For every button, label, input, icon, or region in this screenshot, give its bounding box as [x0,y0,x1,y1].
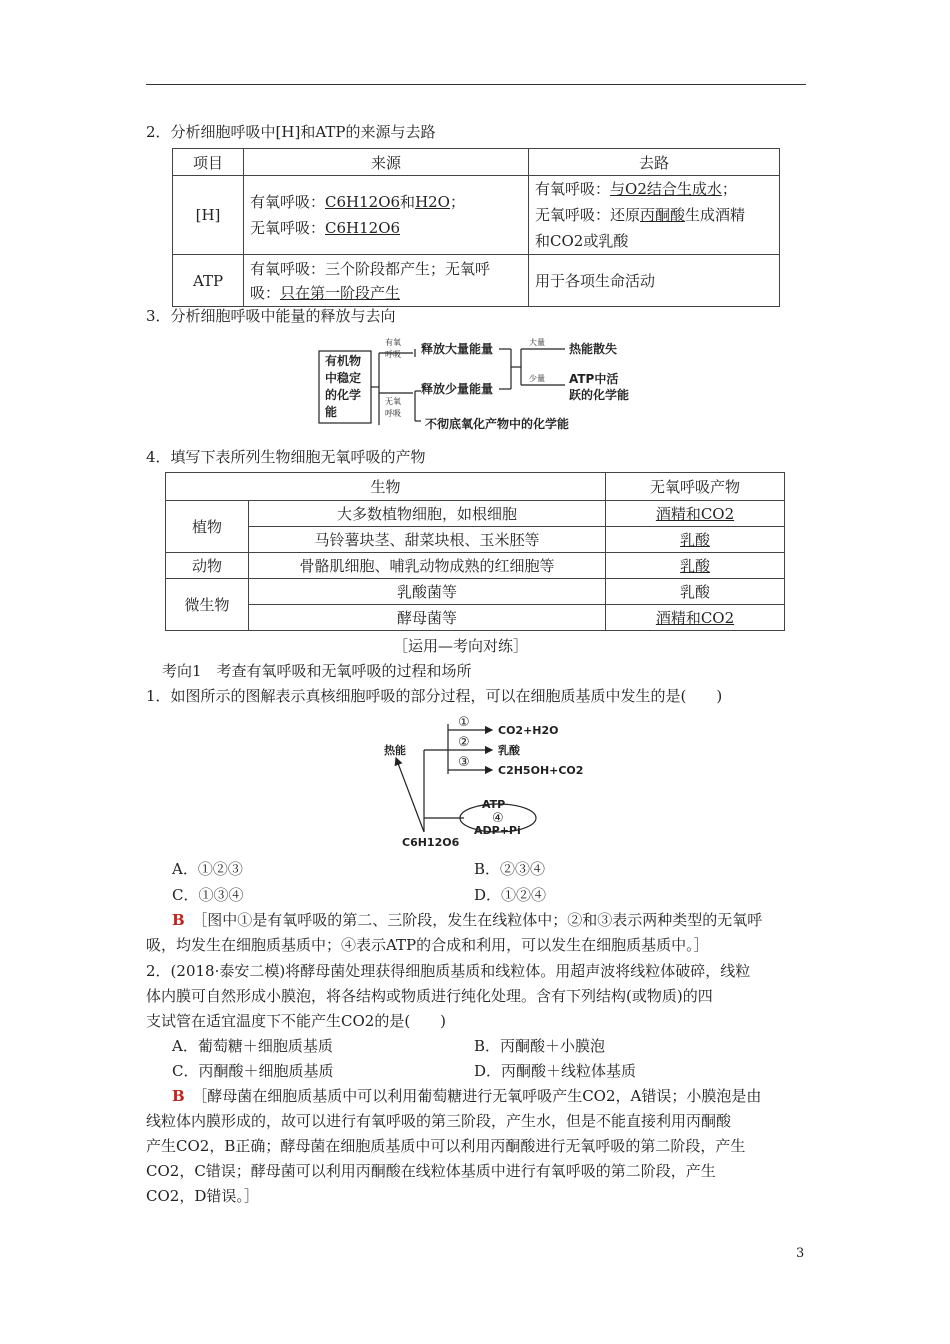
header-item: 项目 [173,149,244,176]
product-cell: 酒精和CO2 [606,501,785,527]
q2-answer: B [172,1087,185,1105]
step-3: ③ [458,755,470,770]
q1-explanation-line-2: 吸，均发生在细胞质基质中；④表示ATP的合成和利用，可以发生在细胞质基质中。］ [146,936,709,954]
q1-option-a: A．①②③ [172,860,243,878]
product-cell: 乳酸 [606,553,785,579]
row-atp-destination: 用于各项生命活动 [529,255,780,307]
q1-option-c: C．①③④ [172,886,244,904]
atp-energy-1: ATP中活 [569,372,619,386]
row-h-source: 有氧呼吸：C6H12O6和H2O； 无氧呼吸：C6H12O6 [244,176,529,255]
organism-cell: 马铃薯块茎、甜菜块根、玉米胚等 [249,527,606,553]
group-microbe: 微生物 [166,579,249,631]
q2-explanation-line-1: B ［酵母菌在细胞质基质中可以利用葡萄糖进行无氧呼吸产生CO2，A错误；小膜泡是由 [172,1087,762,1105]
product-1: CO2+H2O [498,724,559,737]
aerobic-1: 有氧 [385,338,401,347]
row-atp-item: ATP [173,255,244,307]
header-rule [146,84,806,85]
heat-loss: 热能散失 [569,342,618,356]
q2-stem-1: 2．(2018·泰安二模)将酵母菌处理获得细胞质基质和线粒体。用超声波将线粒体破碎，线粒 [146,962,751,980]
q2-explanation-line-2: 线粒体内膜形成的，故可以进行有氧呼吸的第三阶段，产生水，但是不能直接利用丙酮酸 [146,1112,732,1130]
product-3: C2H5OH+CO2 [498,764,584,777]
step-2: ② [458,735,470,750]
page-number: 3 [796,1246,805,1261]
q2-explanation-line-4: CO2，C错误；酵母菌可以利用丙酮酸在线粒体基质中进行有氧呼吸的第二阶段，产生 [146,1162,716,1180]
q2-explanation-line-5: CO2，D错误。］ [146,1187,259,1205]
incomplete-oxidation: 不彻底氧化产物中的化学能 [425,417,570,431]
much-label: 大量 [529,338,545,347]
q1-option-d: D．①②④ [474,886,547,904]
energy-flow-diagram [315,333,645,438]
anaerobic-products-table [165,472,785,631]
q2-option-c: C．丙酮酸＋细胞质基质 [172,1062,334,1080]
heat-label: 热能 [384,744,406,757]
row-h-destination: 有氧呼吸：与O2结合生成水； 无氧呼吸：还原丙酮酸生成酒精 和CO2或乳酸 [529,176,780,255]
glucose-label: C6H12O6 [402,836,460,849]
little-label: 少量 [529,374,545,383]
organism-cell: 乳酸菌等 [249,579,606,605]
header-destination: 去路 [529,149,780,176]
direction-1: 考向1 考查有氧呼吸和无氧呼吸的过程和场所 [162,662,472,680]
q1-option-b: B．②③④ [474,860,546,878]
box-line-3: 的化学 [325,388,362,402]
q1-explanation-line-1: B ［图中①是有氧呼吸的第二、三阶段，发生在线粒体中；②和③表示两种类型的无氧呼 [172,911,763,929]
atp-label: ATP [482,798,506,811]
section-4-title: 4．填写下表所列生物细胞无氧呼吸的产物 [146,448,426,466]
organism-cell: 酵母菌等 [249,605,606,631]
q2-explanation-line-3: 产生CO2，B正确；酵母菌在细胞质基质中可以利用丙酮酸进行无氧呼吸的第二阶段，产生 [146,1137,746,1155]
respiration-diagram [380,712,610,852]
row-atp-source: 有氧呼吸：三个阶段都产生；无氧呼 吸：只在第一阶段产生 [244,255,529,307]
q2-stem-3: 支试管在适宜温度下不能产生CO2的是( ) [146,1012,447,1030]
release-small: 释放少量能量 [421,382,494,396]
section-3-title: 3．分析细胞呼吸中能量的释放与去向 [146,307,396,325]
product-cell: 乳酸 [606,579,785,605]
atp-energy-2: 跃的化学能 [569,388,630,402]
box-line-4: 能 [325,405,338,419]
product-cell: 乳酸 [606,527,785,553]
header-source: 来源 [244,149,529,176]
anaerobic-2: 呼吸 [385,409,401,418]
organism-cell: 骨骼肌细胞、哺乳动物成熟的红细胞等 [249,553,606,579]
practice-heading: ［运用—考向对练］ [393,637,529,655]
release-big: 释放大量能量 [421,342,494,356]
q2-option-a: A．葡萄糖＋细胞质基质 [172,1037,333,1055]
q2-option-d: D．丙酮酸＋线粒体基质 [474,1062,637,1080]
aerobic-2: 呼吸 [385,350,401,359]
anaerobic-1: 无氧 [385,397,401,406]
product-cell: 酒精和CO2 [606,605,785,631]
group-animal: 动物 [166,553,249,579]
q2-stem-2: 体内膜可自然形成小膜泡，将各结构或物质进行纯化处理。含有下列结构(或物质)的四 [146,987,713,1005]
q1-answer: B [172,911,185,929]
box-line-2: 中稳定 [325,371,362,385]
step-4: ④ [492,811,504,826]
header-organism: 生物 [166,473,606,501]
adp-label: ADP+Pi [474,824,521,837]
box-line-1: 有机物 [325,354,362,368]
header-product: 无氧呼吸产物 [606,473,785,501]
group-plant: 植物 [166,501,249,553]
h-atp-table [172,148,780,307]
product-2: 乳酸 [498,744,520,757]
step-1: ① [458,715,470,730]
organism-cell: 大多数植物细胞，如根细胞 [249,501,606,527]
q2-option-b: B．丙酮酸＋小膜泡 [474,1037,606,1055]
row-h-item: [H] [173,176,244,255]
q1-stem: 1．如图所示的图解表示真核细胞呼吸的部分过程，可以在细胞质基质中发生的是( ) [146,687,723,705]
section-2-title: 2．分析细胞呼吸中[H]和ATP的来源与去路 [146,123,436,141]
